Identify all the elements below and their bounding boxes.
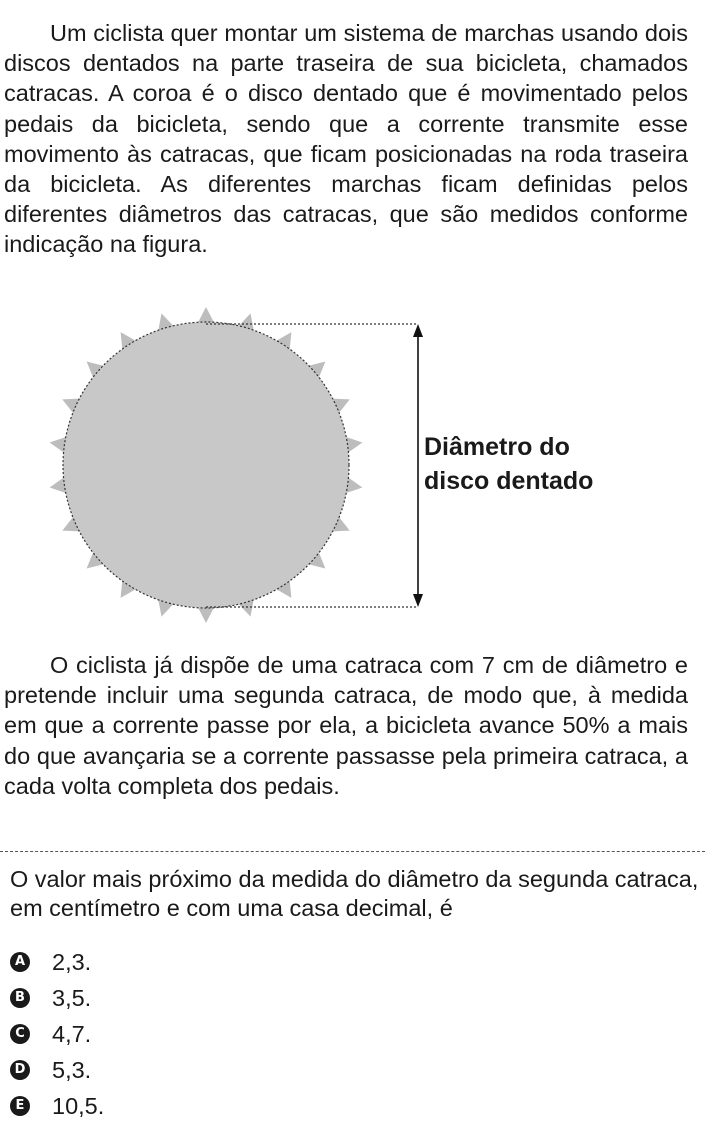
- gear-disc: [63, 322, 349, 608]
- option-d[interactable]: [10, 1052, 104, 1088]
- option-e-text: 10,5.: [52, 1092, 105, 1119]
- intro-paragraph: Um ciclista quer montar um sistema de marchas usando dois discos dentados na parte traseira de sua bicicleta, chamados catracas. A coroa é o disco dentado que é movimentado pelos pedais da bicicleta, sendo que a corrente transmite esse movimento às catracas, que ficam posicionadas na roda traseira da bicicleta. As diferentes marchas ficam definidas pelos diferentes diâmetros das catracas, que são medidos conforme indicação na figura.: [4, 20, 688, 258]
- option-d-text: 5,3.: [52, 1056, 92, 1083]
- option-c-text: 4,7.: [52, 1020, 92, 1047]
- second-paragraph: O ciclista já dispõe de uma catraca com 7 cm de diâmetro e pretende incluir uma segunda catraca, de modo que, à medida em que a corrente passe por ela, a bicicleta avance 50% a mais do que avançaria se a corrente passasse pela primeira catraca, a cada volta completa dos pedais.: [4, 652, 688, 799]
- arrowhead-top: [413, 324, 423, 337]
- option-d-badge: D: [10, 1060, 30, 1080]
- option-b-badge: B: [10, 988, 30, 1008]
- option-a[interactable]: [10, 944, 104, 980]
- diameter-label-line2: disco dentado: [424, 467, 594, 495]
- diameter-label: [424, 430, 593, 498]
- option-b[interactable]: [10, 980, 104, 1016]
- option-b-text: 3,5.: [52, 984, 92, 1011]
- option-a-badge: A: [10, 952, 30, 972]
- option-e[interactable]: [10, 1088, 104, 1124]
- section-divider: [0, 851, 705, 852]
- option-a-text: 2,3.: [52, 948, 92, 975]
- answer-options: [10, 944, 104, 1124]
- question-text: O valor mais próximo da medida do diâmetro da segunda catraca, em centímetro e com uma casa decimal, é: [10, 866, 699, 921]
- option-c-badge: C: [10, 1024, 30, 1044]
- arrowhead-bottom: [413, 594, 423, 607]
- gear-disc-figure: [0, 305, 705, 635]
- diameter-label-line1: Diâmetro do: [424, 433, 570, 461]
- option-e-badge: E: [10, 1096, 30, 1116]
- option-c[interactable]: [10, 1016, 104, 1052]
